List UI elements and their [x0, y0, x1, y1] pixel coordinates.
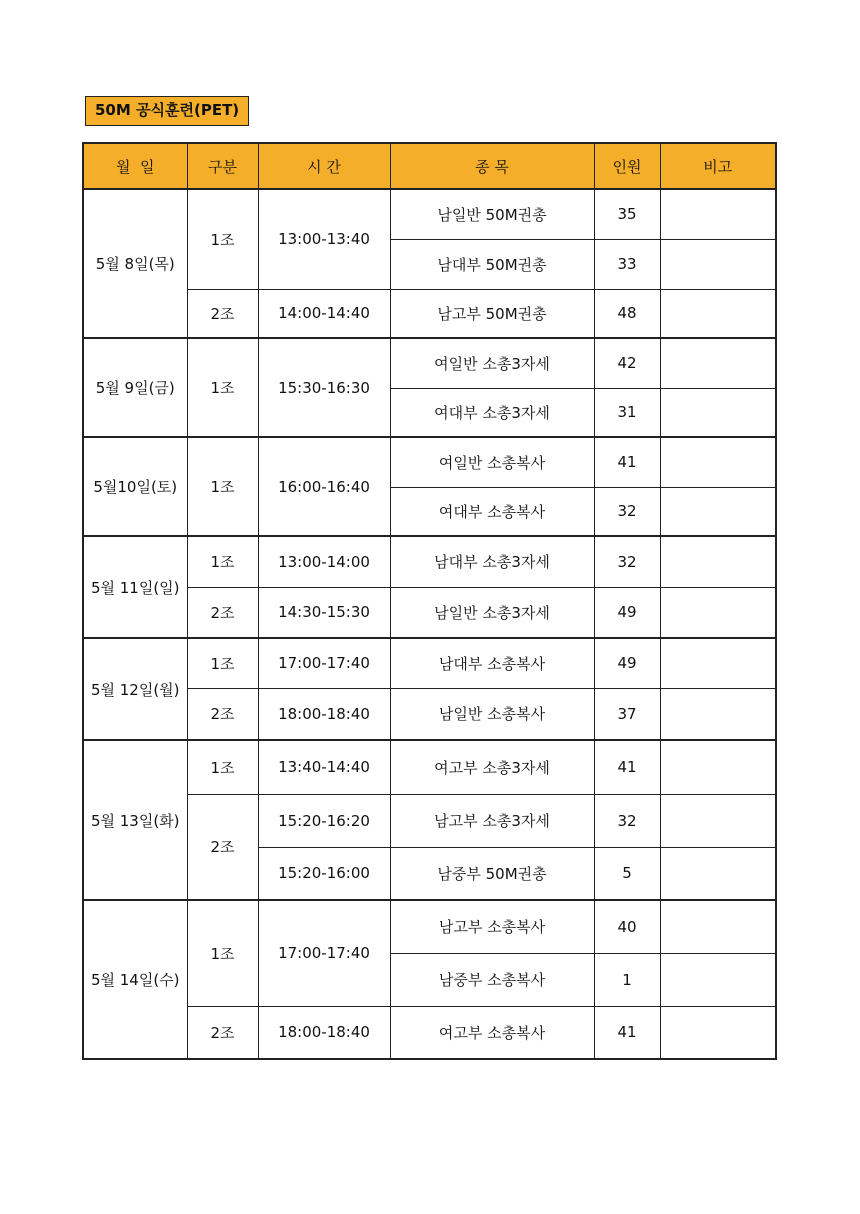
time-cell: 15:20-16:00 — [258, 847, 390, 900]
event-cell: 여고부 소총복사 — [390, 1006, 594, 1059]
table-row — [83, 900, 776, 953]
count-cell: 41 — [594, 1006, 660, 1059]
event-cell: 남대부 소총3자세 — [390, 536, 594, 587]
time-cell: 13:00-13:40 — [258, 189, 390, 289]
count-cell: 49 — [594, 638, 660, 688]
note-cell — [660, 338, 776, 388]
time-cell: 18:00-18:40 — [258, 1006, 390, 1059]
group-cell: 2조 — [187, 1006, 258, 1059]
date-cell: 5월 11일(일) — [83, 536, 187, 638]
event-cell: 남고부 소총3자세 — [390, 794, 594, 847]
count-cell: 1 — [594, 953, 660, 1006]
group-cell: 2조 — [187, 587, 258, 638]
table-row — [83, 189, 776, 239]
event-cell: 여고부 소총3자세 — [390, 740, 594, 794]
group-cell: 1조 — [187, 338, 258, 437]
event-cell: 여일반 소총3자세 — [390, 338, 594, 388]
note-cell — [660, 536, 776, 587]
time-cell: 16:00-16:40 — [258, 437, 390, 536]
time-cell: 15:30-16:30 — [258, 338, 390, 437]
header-group: 구분 — [187, 143, 258, 189]
time-cell: 17:00-17:40 — [258, 638, 390, 688]
count-cell: 32 — [594, 536, 660, 587]
note-cell — [660, 587, 776, 638]
header-time: 시 간 — [258, 143, 390, 189]
table-row — [83, 794, 776, 847]
group-cell: 2조 — [187, 289, 258, 338]
header-date: 월 일 — [83, 143, 187, 189]
page-title: 50M 공식훈련(PET) — [85, 96, 249, 126]
group-cell: 1조 — [187, 900, 258, 1006]
event-cell: 남대부 소총복사 — [390, 638, 594, 688]
time-cell: 17:00-17:40 — [258, 900, 390, 1006]
note-cell — [660, 239, 776, 289]
event-cell: 남중부 50M권총 — [390, 847, 594, 900]
table-row — [83, 587, 776, 638]
event-cell: 남일반 소총복사 — [390, 688, 594, 740]
event-cell: 여대부 소총복사 — [390, 487, 594, 536]
group-cell: 1조 — [187, 189, 258, 289]
date-cell: 5월 12일(월) — [83, 638, 187, 740]
count-cell: 37 — [594, 688, 660, 740]
count-cell: 40 — [594, 900, 660, 953]
count-cell: 31 — [594, 388, 660, 437]
count-cell: 41 — [594, 740, 660, 794]
group-cell: 1조 — [187, 437, 258, 536]
time-cell: 15:20-16:20 — [258, 794, 390, 847]
table-row — [83, 338, 776, 388]
count-cell: 32 — [594, 487, 660, 536]
time-cell: 14:30-15:30 — [258, 587, 390, 638]
table-row — [83, 536, 776, 587]
date-cell: 5월 9일(금) — [83, 338, 187, 437]
note-cell — [660, 638, 776, 688]
group-cell: 1조 — [187, 740, 258, 794]
time-cell: 14:00-14:40 — [258, 289, 390, 338]
event-cell: 남일반 소총3자세 — [390, 587, 594, 638]
count-cell: 42 — [594, 338, 660, 388]
note-cell — [660, 740, 776, 794]
count-cell: 48 — [594, 289, 660, 338]
date-cell: 5월10일(토) — [83, 437, 187, 536]
schedule-table — [82, 142, 777, 1060]
note-cell — [660, 688, 776, 740]
table-row — [83, 740, 776, 794]
count-cell: 41 — [594, 437, 660, 487]
table-row — [83, 437, 776, 487]
event-cell: 남고부 50M권총 — [390, 289, 594, 338]
event-cell: 남일반 50M권총 — [390, 189, 594, 239]
note-cell — [660, 1006, 776, 1059]
event-cell: 여일반 소총복사 — [390, 437, 594, 487]
date-cell: 5월 8일(목) — [83, 189, 187, 338]
header-event: 종 목 — [390, 143, 594, 189]
date-cell: 5월 14일(수) — [83, 900, 187, 1059]
note-cell — [660, 794, 776, 847]
date-cell: 5월 13일(화) — [83, 740, 187, 900]
table-row — [83, 289, 776, 338]
note-cell — [660, 847, 776, 900]
event-cell: 여대부 소총3자세 — [390, 388, 594, 437]
group-cell: 1조 — [187, 638, 258, 688]
table-row — [83, 638, 776, 688]
note-cell — [660, 189, 776, 239]
note-cell — [660, 900, 776, 953]
time-cell: 13:40-14:40 — [258, 740, 390, 794]
count-cell: 5 — [594, 847, 660, 900]
header-note: 비고 — [660, 143, 776, 189]
event-cell: 남대부 50M권총 — [390, 239, 594, 289]
note-cell — [660, 388, 776, 437]
time-cell: 18:00-18:40 — [258, 688, 390, 740]
group-cell: 1조 — [187, 536, 258, 587]
count-cell: 33 — [594, 239, 660, 289]
table-row — [83, 1006, 776, 1059]
count-cell: 49 — [594, 587, 660, 638]
header-count: 인원 — [594, 143, 660, 189]
note-cell — [660, 953, 776, 1006]
table-row — [83, 688, 776, 740]
event-cell: 남중부 소총복사 — [390, 953, 594, 1006]
time-cell: 13:00-14:00 — [258, 536, 390, 587]
group-cell: 2조 — [187, 794, 258, 900]
note-cell — [660, 437, 776, 487]
note-cell — [660, 487, 776, 536]
note-cell — [660, 289, 776, 338]
count-cell: 32 — [594, 794, 660, 847]
header-row — [83, 143, 776, 189]
count-cell: 35 — [594, 189, 660, 239]
event-cell: 남고부 소총복사 — [390, 900, 594, 953]
group-cell: 2조 — [187, 688, 258, 740]
